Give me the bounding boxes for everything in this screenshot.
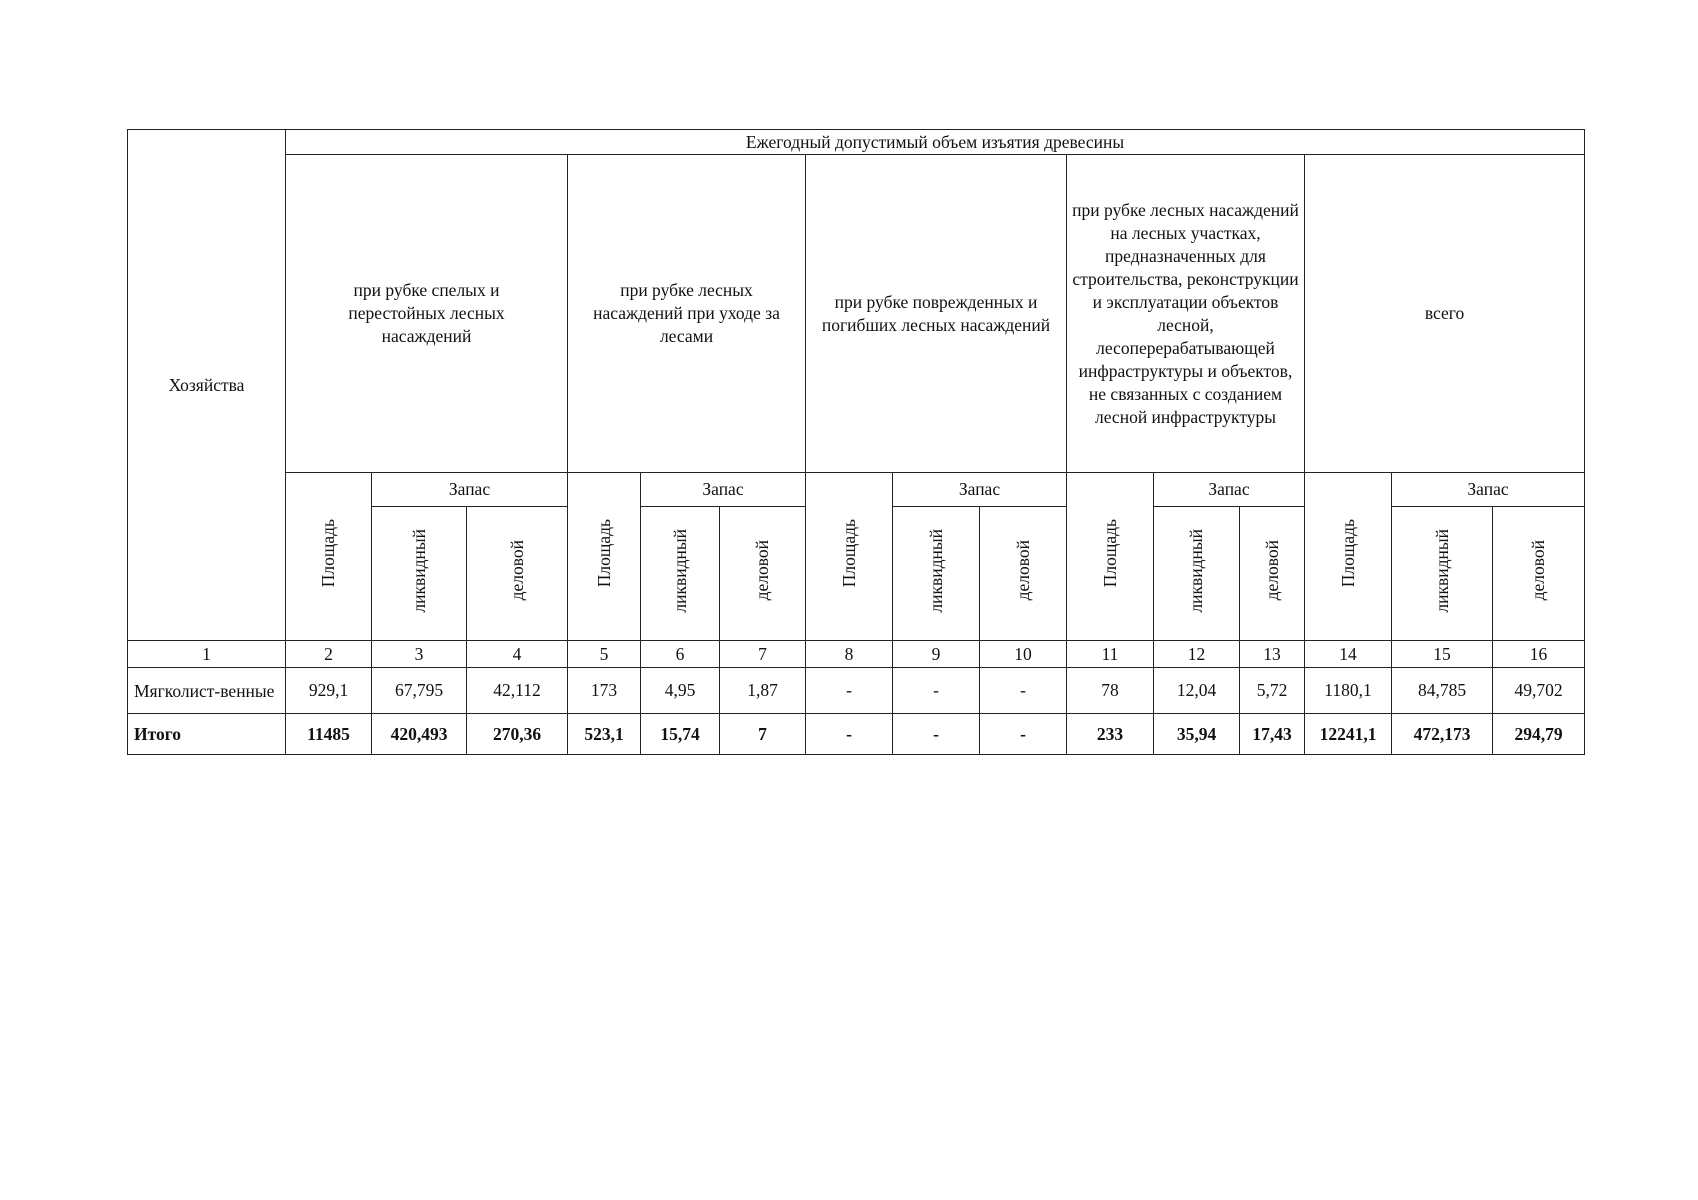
area-header: Площадь [593,519,614,588]
stock-header: Запас [1392,473,1585,507]
table-cell: 523,1 [568,714,641,755]
liquid-header-cell [1154,507,1240,641]
liquid-header: ликвидный [925,528,946,613]
area-header: Площадь [1337,519,1358,588]
table-cell: 5,72 [1240,668,1305,714]
allowable-harvest-table [127,129,1585,755]
table-cell: 49,702 [1493,668,1585,714]
table-cell: 929,1 [286,668,372,714]
table-cell: - [980,714,1067,755]
table-cell: 7 [720,714,806,755]
area-header-cell [286,473,372,641]
business-header-cell [1240,507,1305,641]
column-number: 1 [128,641,286,668]
group-header-mature: при рубке спелых и перестойных лесных насаждений [286,155,568,473]
business-header: деловой [1261,540,1282,601]
row-name: Итого [128,714,286,755]
table-cell: 12,04 [1154,668,1240,714]
table-cell: - [893,668,980,714]
table-cell: - [806,668,893,714]
table-cell: - [893,714,980,755]
area-header: Площадь [838,519,859,588]
table-cell: 173 [568,668,641,714]
column-number: 3 [372,641,467,668]
stock-header: Запас [1154,473,1305,507]
area-header: Площадь [1099,519,1120,588]
table-cell: 233 [1067,714,1154,755]
column-number: 5 [568,641,641,668]
business-header-cell [980,507,1067,641]
column-number: 11 [1067,641,1154,668]
liquid-header: ликвидный [408,528,429,613]
business-header: деловой [752,540,772,601]
table-cell: 1180,1 [1305,668,1392,714]
area-header-cell [1305,473,1392,641]
liquid-header-cell [641,507,720,641]
liquid-header: ликвидный [669,528,690,613]
stock-header: Запас [893,473,1067,507]
main-header: Ежегодный допустимый объем изъятия древесины [286,130,1585,155]
table-row-total [128,714,1585,755]
area-header: Площадь [318,519,338,588]
table-cell: 35,94 [1154,714,1240,755]
stock-header: Запас [372,473,568,507]
table-cell: 12241,1 [1305,714,1392,755]
business-header-cell [467,507,568,641]
liquid-header: ликвидный [1186,528,1206,613]
column-number: 13 [1240,641,1305,668]
group-header-care: при рубке лесных насаждений при уходе за лесами [568,155,806,473]
column-number: 6 [641,641,720,668]
table-cell: 420,493 [372,714,467,755]
group-header-construction: при рубке лесных насаждений на лесных участках, предназначенных для строительства, реконструкции и эксплуатации объектов лесной, лесоперерабатывающей инфраструктуры и объектов, не связанных с созданием лесной инфраструктуры [1067,155,1305,473]
table-row [128,668,1585,714]
table-cell: 11485 [286,714,372,755]
column-number: 4 [467,641,568,668]
column-number: 15 [1392,641,1493,668]
table-cell: 4,95 [641,668,720,714]
column-number: 9 [893,641,980,668]
table-cell: 15,74 [641,714,720,755]
business-header-cell [720,507,806,641]
area-header-cell [806,473,893,641]
column-number: 14 [1305,641,1392,668]
row-name: Мягколист-венные [128,668,286,714]
group-header-total: всего [1305,155,1585,473]
liquid-header-cell [372,507,467,641]
column-number: 12 [1154,641,1240,668]
table-cell: 42,112 [467,668,568,714]
table-cell: - [806,714,893,755]
stock-header: Запас [641,473,806,507]
table-cell: 270,36 [467,714,568,755]
table-cell: 294,79 [1493,714,1585,755]
liquid-header-cell [1392,507,1493,641]
business-header: деловой [506,540,527,601]
table-cell: - [980,668,1067,714]
business-header-cell [1493,507,1585,641]
area-header-cell [1067,473,1154,641]
column-number: 2 [286,641,372,668]
table-cell: 67,795 [372,668,467,714]
table-cell: 84,785 [1392,668,1493,714]
farm-header: Хозяйства [128,130,286,641]
liquid-header-cell [893,507,980,641]
column-number: 16 [1493,641,1585,668]
column-number: 8 [806,641,893,668]
business-header: деловой [1528,540,1549,601]
liquid-header: ликвидный [1431,528,1452,613]
table-cell: 472,173 [1392,714,1493,755]
table-cell: 1,87 [720,668,806,714]
area-header-cell [568,473,641,641]
business-header: деловой [1012,540,1033,601]
column-number-row [128,641,1585,668]
column-number: 7 [720,641,806,668]
column-number: 10 [980,641,1067,668]
table-cell: 17,43 [1240,714,1305,755]
table-cell: 78 [1067,668,1154,714]
group-header-damaged: при рубке поврежденных и погибших лесных насаждений [806,155,1067,473]
